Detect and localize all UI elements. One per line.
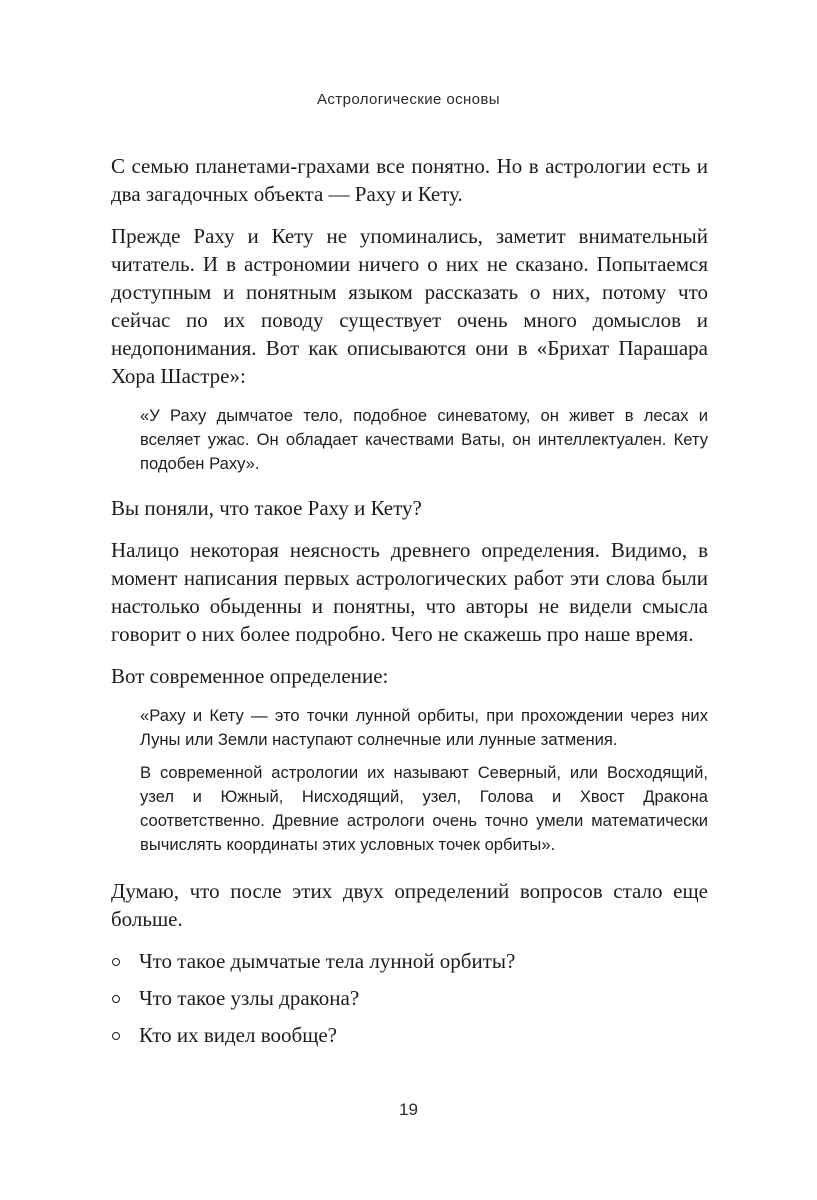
- list-item: [111, 1021, 708, 1049]
- paragraph-rahu-ketu-question: Прежде Раху и Кету не упоминались, заметит внимательный читатель. И в астрономии ничего о них не сказано. Попытаемся доступным и понятным языком рассказать о них, потому что сейчас по их поводу существует очень много домыслов и недопонимания. Вот как описываются они в «Брихат Парашара Хора Шастре»:: [111, 224, 708, 388]
- circle-bullet-icon: [112, 958, 120, 966]
- circle-bullet-icon: [112, 995, 120, 1003]
- blockquote-modern-definition: [140, 704, 708, 857]
- quote-text-part-2: В современной астрологии их называют Северный, или Восходящий, узел и Южный, Нисходящий, узел, Голова и Хвост Дракона соответственно. Древние астрологи очень точно умели математически вычислять координаты этих условных точек орбиты».: [140, 763, 708, 854]
- question-list: [111, 947, 708, 1049]
- paragraph-more-questions: Думаю, что после этих двух определений вопросов стало еще больше.: [111, 879, 708, 931]
- page-number: 19: [399, 1100, 418, 1119]
- running-header: Астрологические основы: [317, 91, 500, 108]
- list-item-text: Кто их видел вообще?: [139, 1023, 338, 1047]
- quote-text: «У Раху дымчатое тело, подобное синеватому, он живет в лесах и вселяет ужас. Он обладает качествами Ваты, он интеллектуален. Кету подобен Раху».: [140, 406, 708, 473]
- page-body: [111, 152, 708, 1058]
- list-item-text: Что такое дымчатые тела лунной орбиты?: [139, 949, 516, 973]
- paragraph-did-you-understand: Вы поняли, что такое Раху и Кету?: [111, 496, 422, 520]
- paragraph-intro: С семью планетами-грахами все понятно. Но в астрологии есть и два загадочных объекта — Раху и Кету.: [111, 154, 708, 206]
- list-item-text: Что такое узлы дракона?: [139, 986, 360, 1010]
- blockquote-ancient-definition: [140, 404, 708, 476]
- list-item: [111, 947, 708, 975]
- paragraph-modern-definition-intro: Вот современное определение:: [111, 664, 389, 688]
- list-item: [111, 984, 708, 1012]
- paragraph-unclear-definition: Налицо некоторая неясность древнего определения. Видимо, в момент написания первых астрологических работ эти слова были настолько обыденны и понятны, что авторы не видели смысла говорит о них более подробно. Чего не скажешь про наше время.: [111, 538, 708, 646]
- circle-bullet-icon: [112, 1032, 120, 1040]
- quote-text-part-1: «Раху и Кету — это точки лунной орбиты, при прохождении через них Луны или Земли наступают солнечные или лунные затмения.: [140, 706, 708, 749]
